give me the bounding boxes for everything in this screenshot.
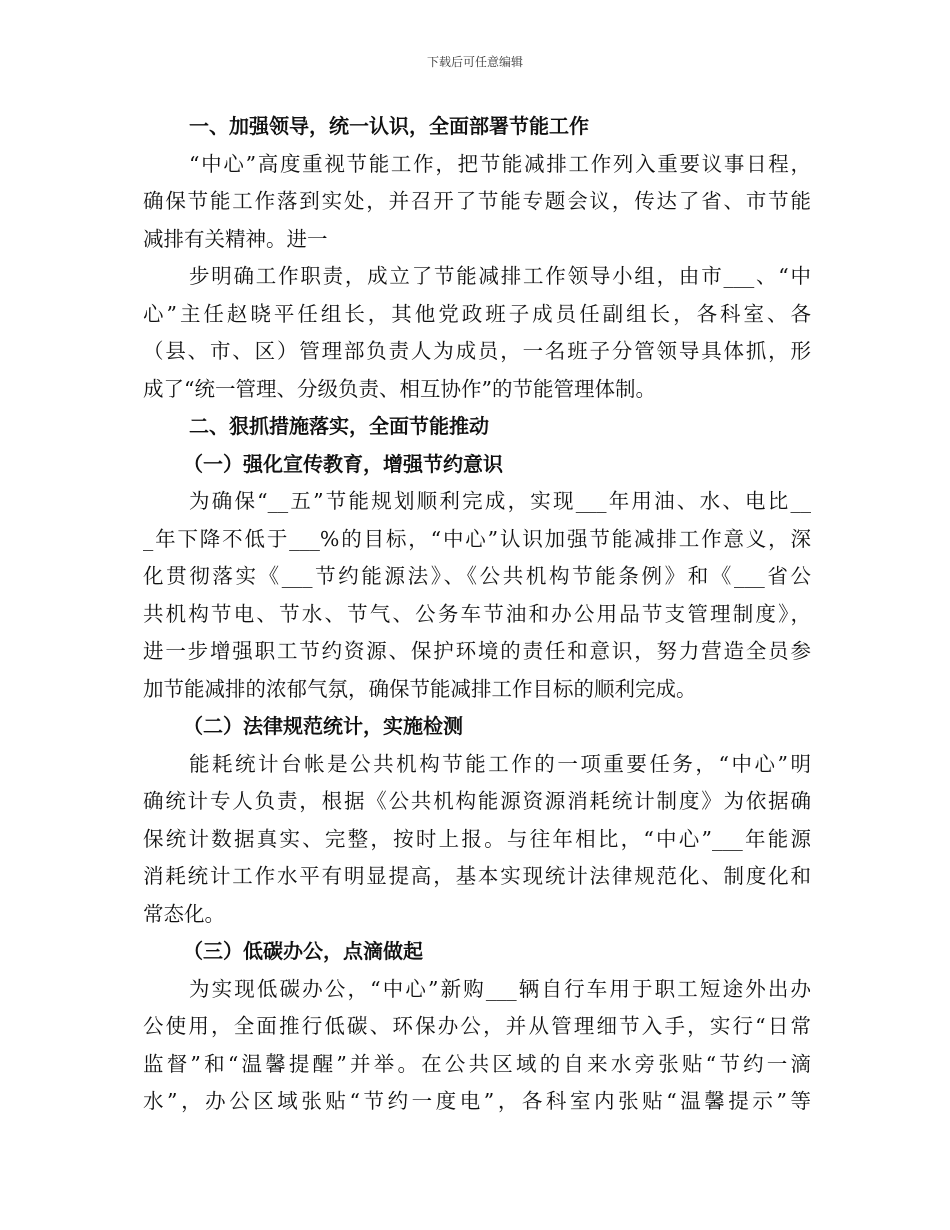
paragraph-line: （县、市、区）管理部负责人为成员，一名班子分管领导具体抓，形 (143, 339, 811, 363)
paragraph-line: 监督”和“温馨提醒”并举。在公共区域的自来水旁张贴“节约一滴 (143, 1051, 811, 1076)
paragraph-line: 确保节能工作落到实处，并召开了节能专题会议，传达了省、市节能 (143, 189, 811, 213)
paragraph-line: 确统计专人负责，根据《公共机构能源资源消耗统计制度》为依据确 (143, 789, 811, 813)
section-heading: 二、狠抓措施落实，全面节能推动 (189, 414, 489, 438)
document-body (143, 108, 811, 1121)
paragraph-first-line: “中心”高度重视节能工作，把节能减排工作列入重要议事日程， (189, 151, 811, 176)
section-heading: 一、加强领导，统一认识，全面部署节能工作 (189, 114, 589, 138)
paragraph-first-line: 步明确工作职责，成立了节能减排工作领导小组，由市___、“中 (189, 264, 811, 288)
paragraph-line: 水”，办公区域张贴“节约一度电”，各科室内张贴“温馨提示”等 (143, 1089, 811, 1113)
paragraph-line: 公使用，全面推行低碳、环保办公，并从管理细节入手，实行“日常 (143, 1014, 811, 1038)
paragraph-line: _年下降不低于___%的目标，“中心”认识加强节能减排工作意义，深 (143, 526, 811, 551)
paragraph-last-line: 成了“统一管理、分级负责、相互协作”的节能管理体制。 (143, 376, 656, 401)
paragraph-last-line: 减排有关精神。进一 (143, 226, 328, 251)
paragraph-line: 化贯彻落实《___节约能源法》、《公共机构节能条例》和《___省公 (143, 564, 811, 588)
paragraph-line: 进一步增强职工节约资源、保护环境的责任和意识，努力营造全员参 (143, 639, 811, 663)
paragraph-line: 心”主任赵晓平任组长，其他党政班子成员任副组长，各科室、各 (143, 301, 811, 326)
paragraph-first-line: 能耗统计台帐是公共机构节能工作的一项重要任务，“中心”明 (189, 751, 811, 776)
paragraph-first-line: 为确保“__五”节能规划顺利完成，实现___年用油、水、电比__ (189, 489, 811, 513)
subsection-heading: （三）低碳办公，点滴做起 (183, 939, 423, 963)
paragraph-line: 消耗统计工作水平有明显提高，基本实现统计法律规范化、制度化和 (143, 864, 811, 888)
paragraph-first-line: 为实现低碳办公，“中心”新购___辆自行车用于职工短途外出办 (189, 976, 811, 1001)
paragraph-last-line: 常态化。 (143, 901, 225, 926)
paragraph-line: 共机构节电、节水、节气、公务车节油和办公用品节支管理制度》， (143, 601, 811, 626)
paragraph-last-line: 加节能减排的浓郁气氛，确保节能减排工作目标的顺利完成。 (143, 676, 697, 701)
subsection-heading: （二）法律规范统计，实施检测 (183, 714, 463, 738)
subsection-heading: （一）强化宣传教育，增强节约意识 (183, 451, 503, 476)
paragraph-line: 保统计数据真实、完整，按时上报。与往年相比，“中心”___年能源 (143, 826, 811, 851)
page-header-note: 下载后可任意编辑 (426, 55, 523, 69)
